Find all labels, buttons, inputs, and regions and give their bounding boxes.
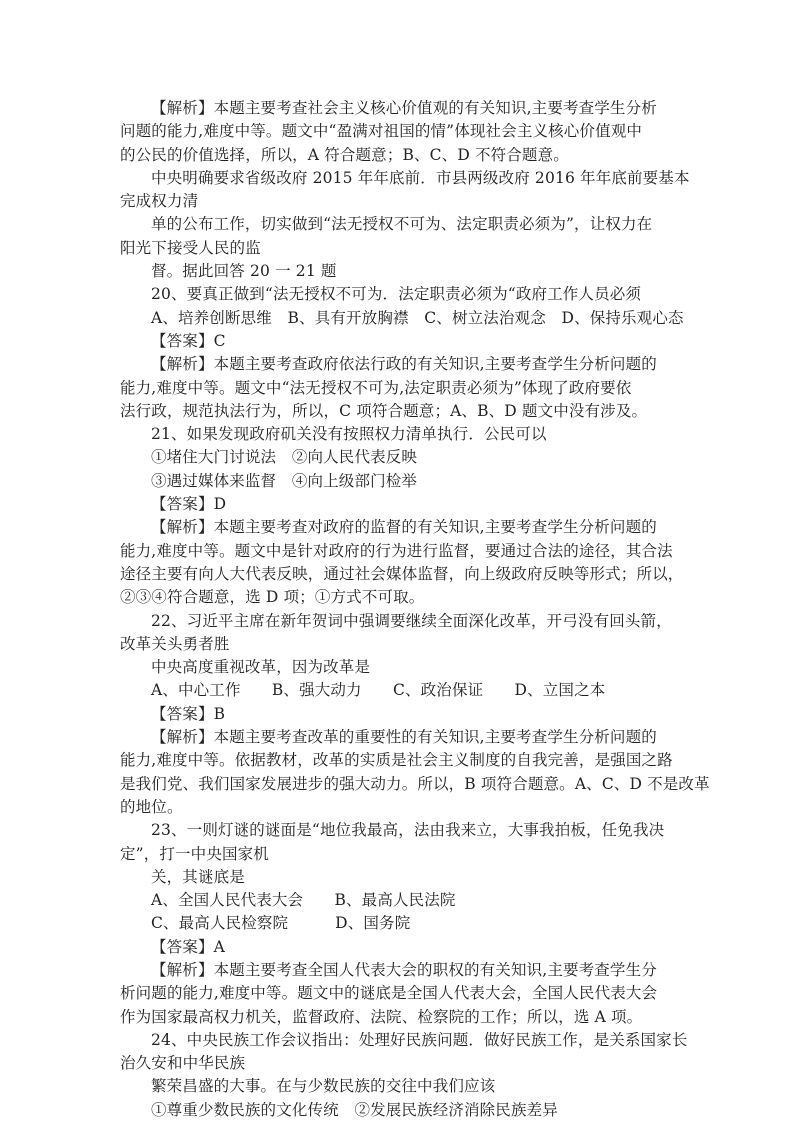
- text-line: 中央明确要求省级改府 2015 年年底前．市县两级改府 2016 年年底前要基本: [151, 168, 690, 187]
- text-line: 的地位。: [120, 797, 183, 816]
- text-line: 是我们党、我们国家发展进步的强大动力。所以，B 项符合题意。A、C、D 不是改革: [120, 774, 710, 793]
- text-line: 22、习近平主席在新年贺词中强调要继续全面深化改革，开弓没有回头箭，: [151, 611, 672, 630]
- text-line: 21、如果发现政府矶关没有按照权力清单执行．公民可以: [151, 425, 547, 444]
- text-line: 定”，打一中央国家机: [120, 844, 269, 863]
- text-line: 【答案】D: [151, 495, 227, 514]
- text-line: 能力,难度中等。依据教材，改革的实质是社会主义制度的自我完善，是强国之路: [120, 751, 673, 770]
- text-line: C、最高人民检察院 D、国务院: [151, 914, 411, 933]
- text-line: 治久安和中华民族: [120, 1054, 246, 1073]
- document-body: [120, 97, 710, 1122]
- text-line: 阳光下接受人民的监: [120, 238, 261, 257]
- text-line: 单的公布工作，切实做到“法无授权不可为、法定职责必须为”，让权力在: [151, 215, 653, 234]
- text-line: 作为国家最高权力机关，监督政府、法院、检察院的工作；所以，选 A 项。: [120, 1007, 643, 1026]
- text-line: 能力,难度中等。题文中是针对政府的行为进行监督，要通过合法的途径，其合法: [120, 541, 673, 560]
- text-line: ①堵住大门讨说法 ②向人民代表反映: [151, 448, 418, 467]
- text-line: A、中心工作 B、强大动力 C、政治保证 D、立国之本: [151, 681, 606, 700]
- text-line: 20、要真正做到“法无授权不可为．法定职责必须为“政府工作人员必须: [151, 285, 642, 304]
- text-line: 【答案】C: [151, 331, 226, 350]
- text-line: 途径主要有向人大代表反映，通过社会媒体监督，向上级政府反映等形式；所以，: [120, 564, 684, 583]
- text-line: 【解析】本题主要考查对政府的监督的有关知识,主要考查学生分析问题的: [151, 518, 657, 537]
- text-line: 【答案】A: [151, 937, 225, 956]
- text-line: 中央高度重视改革，因为改革是: [151, 658, 371, 677]
- text-line: ②③④符合题意，选 D 项；①方式不可取。: [120, 588, 425, 607]
- text-line: 法行政，规范执法行为，所以，C 项符合题意；A、B、D 题文中没有涉及。: [120, 401, 648, 420]
- text-line: 能力,难度中等。题文中“法无授权不可为,法定职责必须为”体现了政府要依: [120, 378, 632, 397]
- text-line: 23、一则灯谜的谜面是“地位我最高，法由我来立，大事我拍板，任免我决: [151, 821, 665, 840]
- text-line: 问题的能力,难度中等。题文中“盈满对祖国的情”体现社会主义核心价值观中: [120, 122, 643, 141]
- text-line: 完成权力清: [120, 192, 199, 211]
- text-line: 【解析】本题主要考查社会主义核心价值观的有关知识,主要考查学生分析: [151, 99, 657, 117]
- text-line: 析问题的能力,难度中等。题文中的谜底是全国人代表大会，全国人民代表大会: [120, 984, 658, 1003]
- text-line: A、培养创断思维 B、具有开放胸襟 C、树立法治观念 D、保持乐观心态: [151, 308, 684, 327]
- text-line: 【答案】B: [151, 704, 226, 723]
- text-line: 【解析】本题主要考查政府依法行政的有关知识,主要考查学生分析问题的: [151, 355, 657, 374]
- text-line: 督。据此回答 20 一 21 题: [151, 262, 337, 281]
- text-line: ③遇过媒体来监督 ④向上级部门检举: [151, 471, 418, 490]
- text-line: 【解析】本题主要考查改革的重要性的有关知识,主要考查学生分析问题的: [151, 728, 657, 747]
- text-line: 【解析】本题主要考查全国人代表大会的职权的有关知识,主要考查学生分: [151, 960, 657, 979]
- text-line: ①尊重少数民族的文化传统 ②发展民族经济消除民族差异: [151, 1100, 558, 1119]
- text-line: 24、中央民族工作会议指出：处理好民族问题．做好民族工作，是关系国家长: [151, 1030, 688, 1049]
- text-line: 繁荣昌盛的大事。在与少数民族的交往中我们应该: [151, 1077, 496, 1096]
- text-line: 关，其谜底是: [151, 867, 245, 886]
- text-line: 改革关头勇者胜: [120, 634, 230, 653]
- text-line: A、全国人民代表大会 B、最高人民法院: [151, 891, 456, 910]
- text-line: 的公民的价值选择，所以，A 符合题意；B、C、D 不符合题意。: [120, 145, 569, 164]
